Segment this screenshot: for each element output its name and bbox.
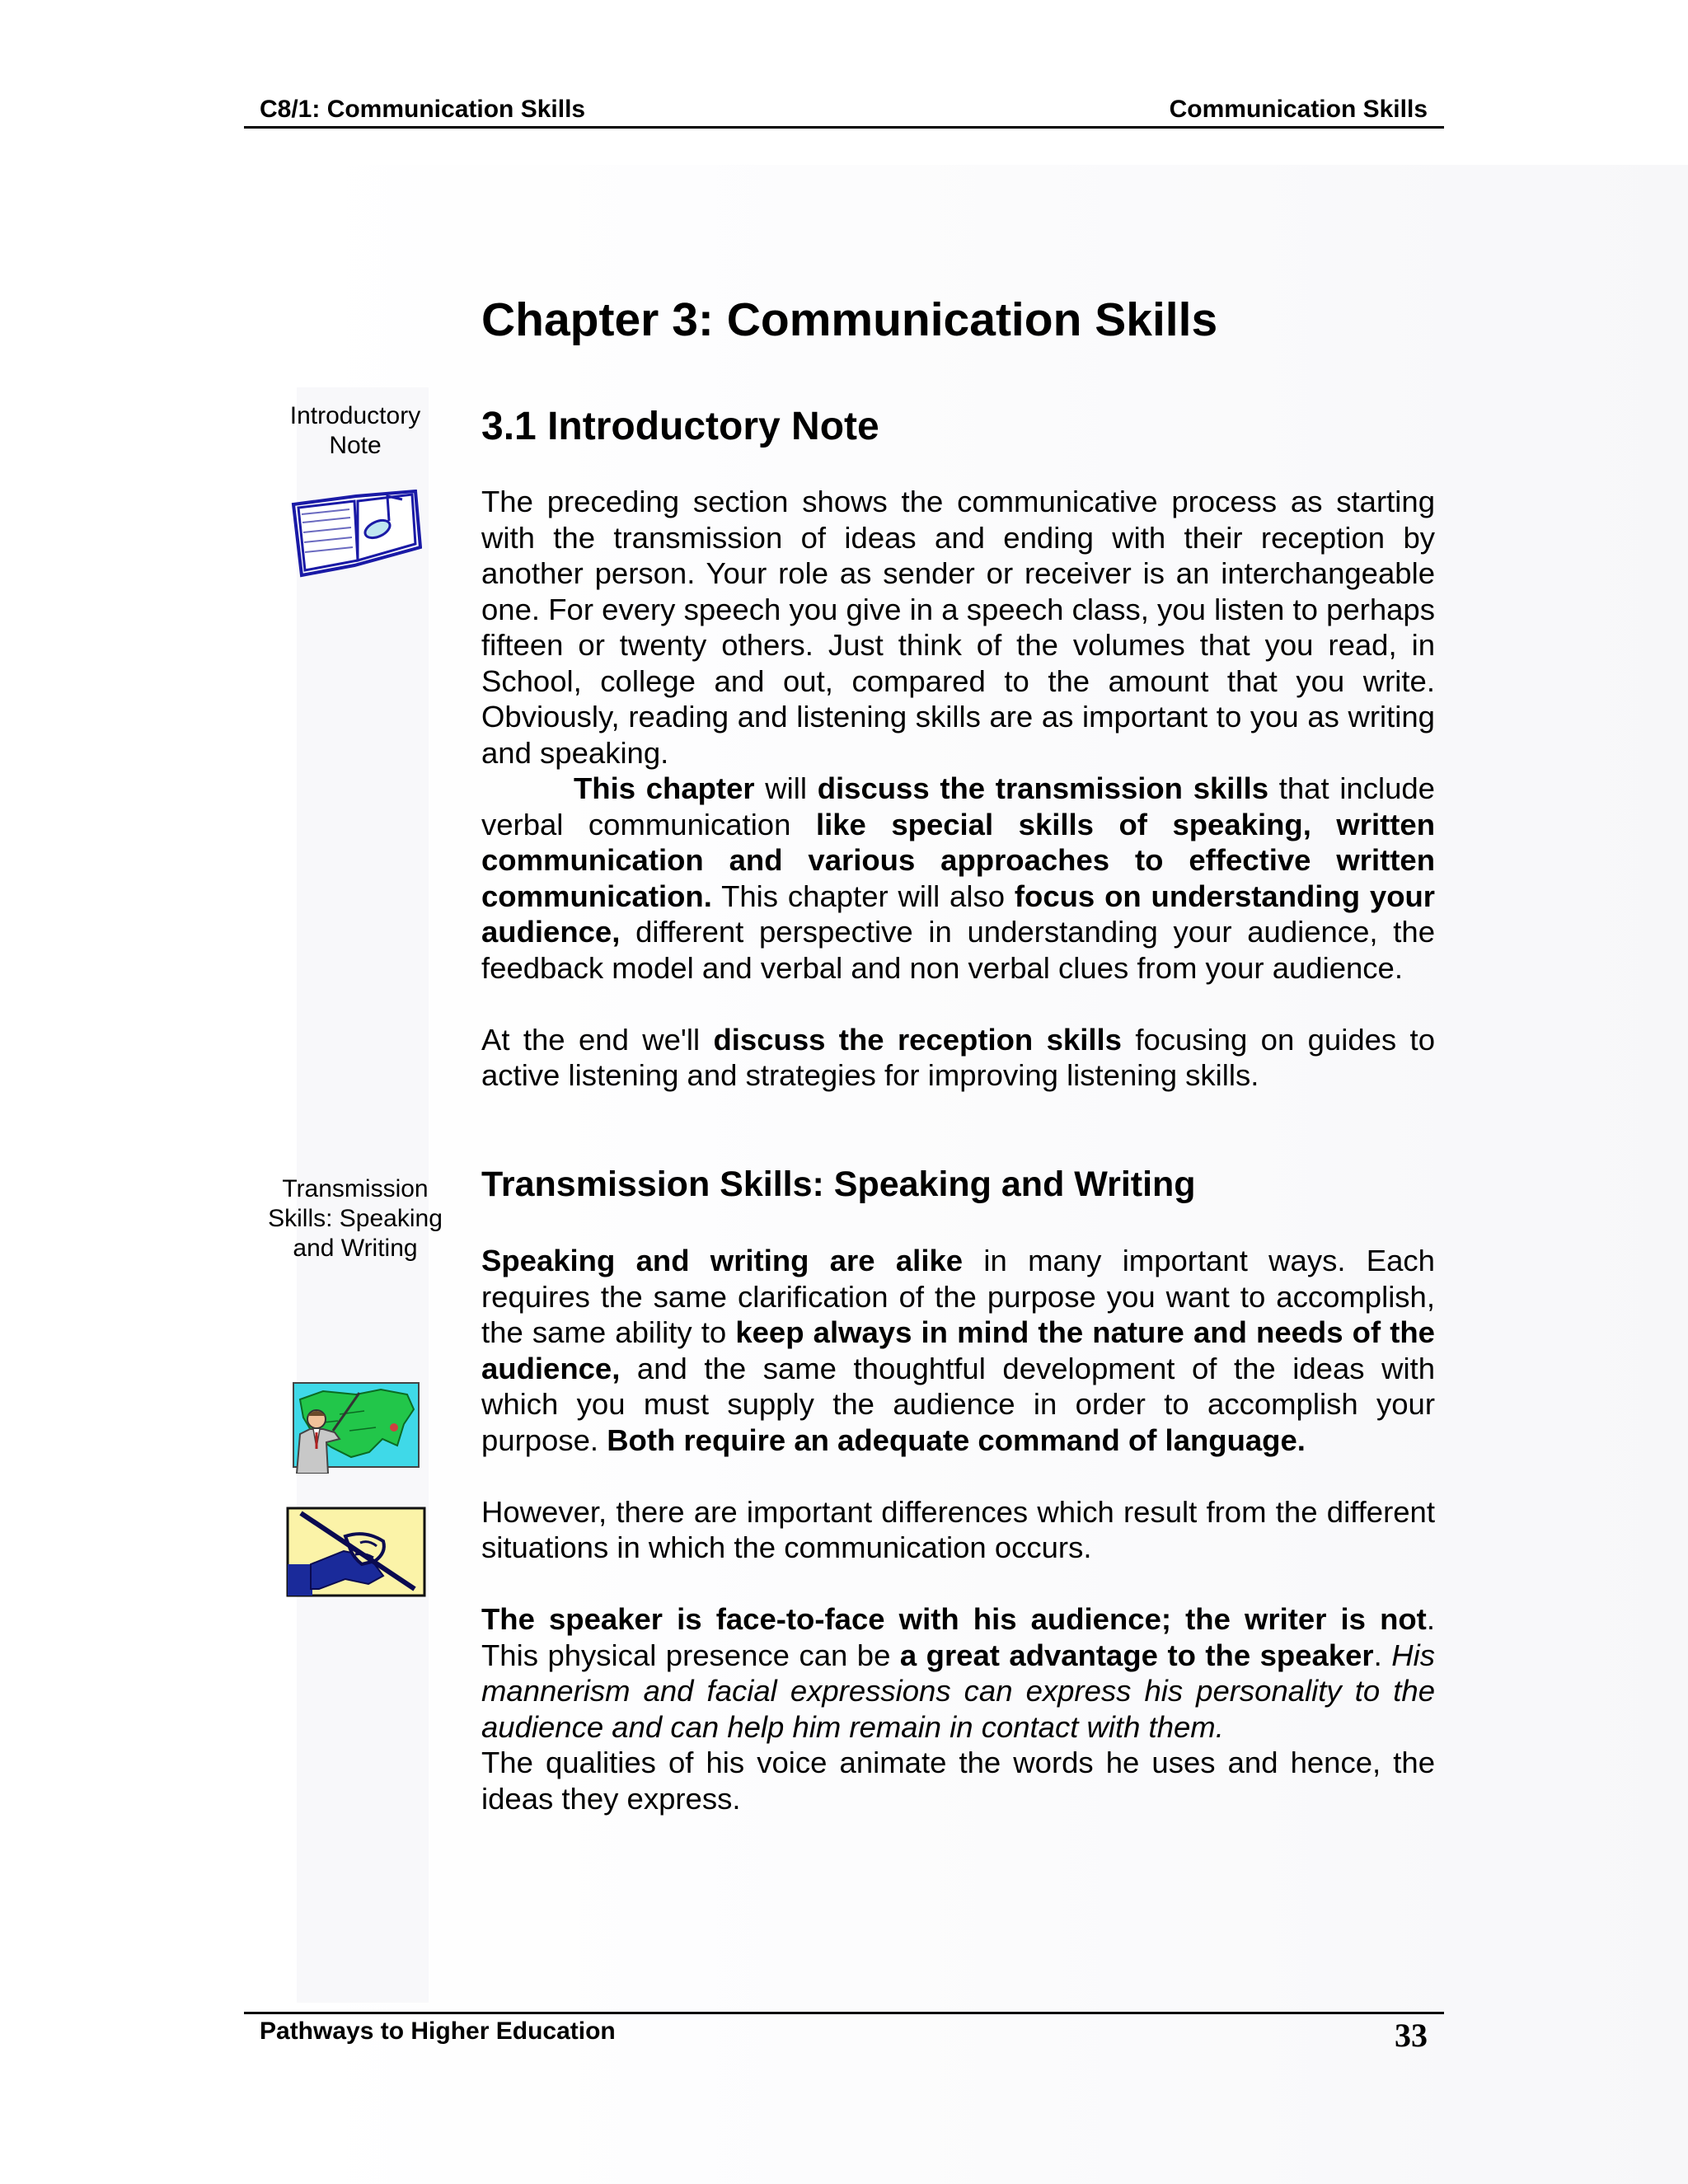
footer-divider [244, 2012, 1444, 2014]
text: different perspective in understanding your audience, the feedback model and verbal and non verbal clues from your audience. [481, 915, 1435, 985]
text: . This physical presence can be [481, 1602, 1435, 1672]
bold-text: discuss the reception skills [713, 1022, 1122, 1057]
writing-hand-icon [286, 1507, 426, 1597]
paragraph: The qualities of his voice animate the words he uses and hence, the ideas they express. [481, 1746, 1435, 1816]
paragraph [481, 1601, 1435, 1745]
presenter-map-icon [290, 1381, 422, 1474]
section2-body [481, 1243, 1435, 1816]
paragraph [481, 1022, 1435, 1094]
page-number: 33 [1395, 2017, 1428, 2054]
section-heading-transmission-skills: Transmission Skills: Speaking and Writing [481, 1165, 1196, 1204]
text: in many important ways. Each requires the same clarification of the purpose you want to accomplish, the same ability to [481, 1244, 1435, 1349]
text: will [754, 771, 818, 805]
text: This chapter will also [711, 879, 1015, 913]
side-label-transmission-skills [252, 1174, 458, 1263]
open-book-icon [290, 490, 422, 579]
bold-text: like special skills of speaking, written communication and various approaches to effective written communication. [481, 807, 1435, 913]
text: focusing on guides to active listening and strategies for improving listening skills. [481, 1022, 1436, 1092]
italic-text: His mannerism and facial expressions can express his personality to the audience and can help him remain in contact with them. [481, 1638, 1435, 1744]
side-label-line: Skills: Speaking [268, 1205, 443, 1232]
chapter-title: Chapter 3: Communication Skills [481, 293, 1218, 346]
side-label-line: Introductory [289, 402, 421, 429]
running-header-left: C8/1: Communication Skills [260, 96, 586, 123]
section-heading-introductory-note: 3.1 Introductory Note [481, 405, 879, 448]
footer-title: Pathways to Higher Education [260, 2018, 616, 2045]
running-header-right: Communication Skills [1169, 96, 1428, 123]
side-label-line: Transmission [282, 1175, 429, 1202]
paragraph [481, 1243, 1435, 1458]
bold-text: keep always in mind the nature and needs of the audience, [481, 1315, 1435, 1385]
text: that include verbal communication [481, 771, 1435, 841]
side-label-line: and Writing [293, 1235, 418, 1262]
bold-text: Speaking and writing are alike [481, 1244, 964, 1277]
side-label-line: Note [329, 432, 382, 459]
bold-text: This chapter [574, 771, 755, 805]
header-divider [244, 126, 1444, 129]
bold-text: a great advantage to the speaker [899, 1638, 1374, 1672]
text: At the end we'll [481, 1022, 714, 1057]
bold-text: The speaker is face-to-face with his audience; the writer is not [481, 1602, 1427, 1636]
paragraph: However, there are important differences which result from the different situations in which the communication occurs. [481, 1494, 1435, 1564]
bold-text: focus on understanding your audience, [481, 879, 1435, 949]
bold-text: Both require an adequate command of language. [607, 1422, 1306, 1457]
paragraph [481, 771, 1435, 986]
side-label-introductory-note [252, 401, 458, 461]
bold-text: discuss the transmission skills [817, 771, 1269, 805]
text: . [1373, 1638, 1392, 1672]
paragraph: The preceding section shows the communicative process as starting with the transmission of ideas and ending with their reception by another person. Your role as sender or receiver is an interchangeable one. For every speech you give in a speech class, you listen to perhaps fifteen or twenty others. Just think of the volumes that you read, in School, college and out, compared to the amount that you write. Obviously, reading and listening skills are as important to you as writing and speaking. [481, 485, 1435, 770]
text: and the same thoughtful development of the ideas with which you must supply the audience in order to accomplish your purpose. [481, 1351, 1435, 1457]
section1-body [481, 484, 1435, 1094]
